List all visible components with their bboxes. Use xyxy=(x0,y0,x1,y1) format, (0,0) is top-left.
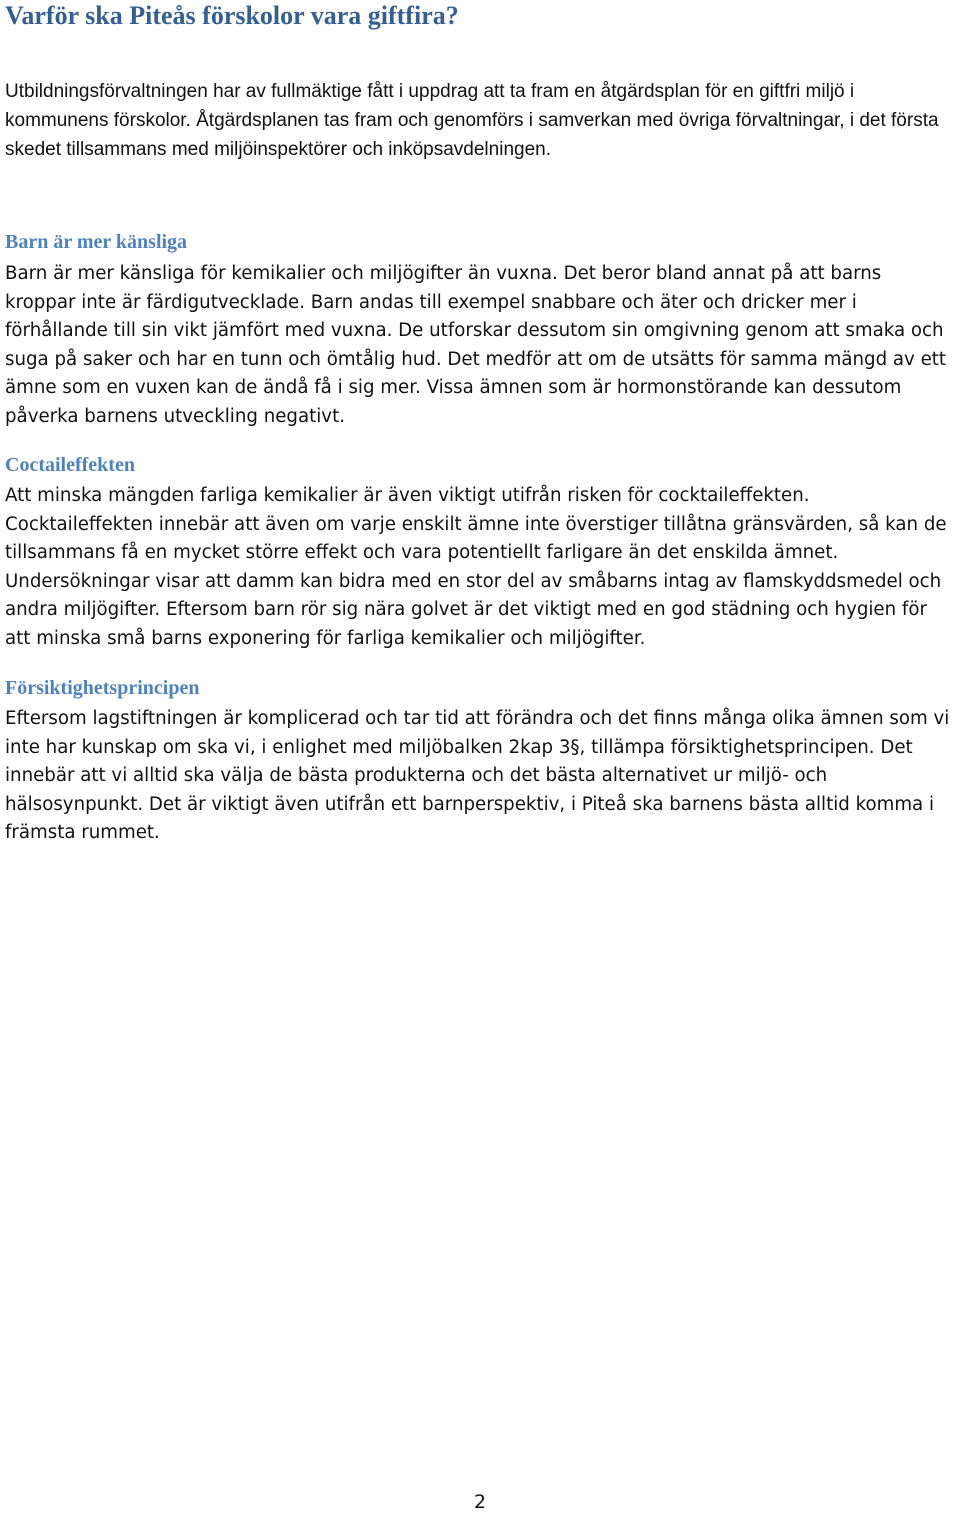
section-body-coctaileffekten: Att minska mängden farliga kemikalier är även viktigt utifrån risken för cocktaileffekten. Cocktaileffekten innebär att även om varje enskilt ämne inte överstiger tillåtna gränsvärden, så kan de tillsammans få en mycket större effekt och vara potentiellt farligare än det enskilda ämnet. Undersökningar visar att damm kan bidra med en stor del av småbarns intag av flamskyddsmedel och andra miljögifter. Eftersom barn rör sig nära golvet är det viktigt med en god städning och hygien för att minska små barns exponering för farliga kemikalier och miljögifter. xyxy=(5,485,947,649)
section-body-forsiktighetsprincipen: Eftersom lagstiftningen är komplicerad och tar tid att förändra och det finns många olika ämnen som vi inte har kunskap om ska vi, i enlighet med miljöbalken 2kap 3§, tillämpa försiktighetsprincipen. Det innebär att vi alltid ska välja de bästa produkterna och det bästa alternativet ur miljö- och hälsosynpunkt. Det är viktigt även utifrån ett barnperspektiv, i Piteå ska barnens bästa alltid komma i främsta rummet. xyxy=(5,708,950,843)
section-heading-coctaileffekten: Coctaileffekten xyxy=(5,454,135,476)
page-number: 2 xyxy=(473,1491,487,1513)
section-body-barn-ar-mer-kansliga: Barn är mer känsliga för kemikalier och miljögifter än vuxna. Det beror bland annat på att barns kroppar inte är färdigutvecklade. Barn andas till exempel snabbare och äter och dricker mer i förhållande till sin vikt jämfört med vuxna. De utforskar dessutom sin omgivning genom att smaka och suga på saker och har en tunn och ömtålig hud. Det medför att om de utsätts för samma mängd av ett ämne som en vuxen kan de ändå få i sig mer. Vissa ämnen som är hormonstörande kan dessutom påverka barnens utveckling negativt. xyxy=(5,263,947,427)
section-heading-barn-ar-mer-kansliga: Barn är mer känsliga xyxy=(5,231,188,253)
page-title: Varför ska Piteås förskolor vara giftfira? xyxy=(5,1,459,30)
section-heading-forsiktighetsprincipen: Försiktighetsprincipen xyxy=(5,677,200,699)
intro-paragraph: Utbildningsförvaltningen har av fullmäktige fått i uppdrag att ta fram en åtgärdsplan för en giftfri miljö i kommunens förskolor. Åtgärdsplanen tas fram och genomförs i samverkan med övriga förvaltningar, i det första skedet tillsammans med miljöinspektörer och inköpsavdelningen. xyxy=(5,81,939,160)
